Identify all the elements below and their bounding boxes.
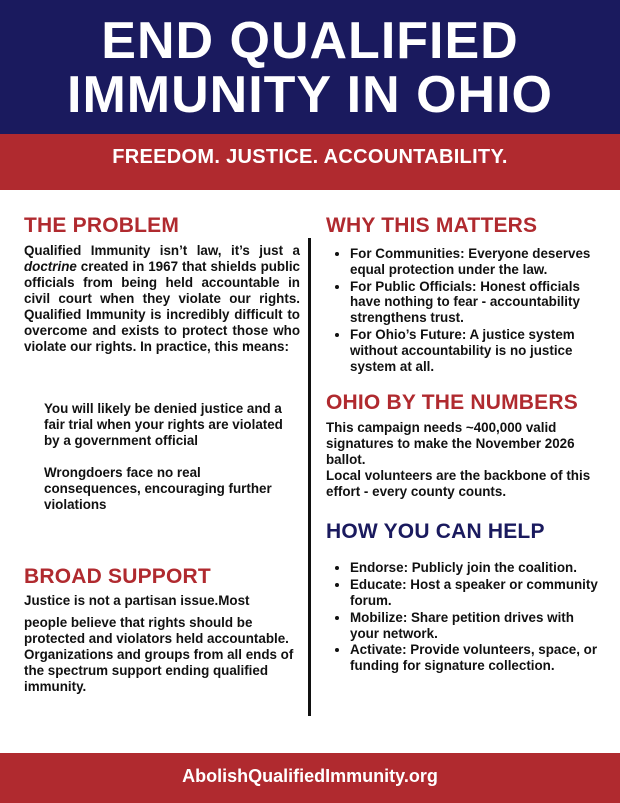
help-item: • Activate: Provide volunteers, space, or funding for signature collection. bbox=[350, 642, 598, 674]
problem-point: Wrongdoers face no real consequences, encouraging further violations bbox=[44, 465, 272, 512]
why-section bbox=[326, 214, 598, 374]
problem-intro-part2: created in 1967 that shields public officials from being held accountable in civil court when they violate our rights. Qualified Immunity is incredibly difficult to overcome and exists to protect those who violate our rights. In practice, this means: bbox=[24, 259, 300, 354]
numbers-heading: OHIO BY THE NUMBERS bbox=[326, 391, 578, 415]
problem-heading: THE PROBLEM bbox=[24, 214, 180, 237]
problem-point: You will likely be denied justice and a fair trial when your rights are violated by a government official bbox=[44, 401, 283, 448]
support-line-1: Justice is not a partisan issue.Most bbox=[24, 593, 250, 608]
title-line-1: END QUALIFIED bbox=[101, 12, 519, 70]
numbers-section bbox=[326, 391, 598, 500]
why-item: • For Ohio’s Future: A justice system without accountability is no justice system at all. bbox=[350, 327, 598, 374]
left-column bbox=[24, 214, 300, 695]
footer-bar bbox=[0, 753, 620, 803]
why-list bbox=[326, 246, 598, 374]
title-line-2: IMMUNITY IN OHIO bbox=[67, 66, 553, 124]
column-divider bbox=[308, 238, 311, 716]
numbers-line-2: Local volunteers are the backbone of this effort - every county counts. bbox=[326, 468, 591, 500]
help-item: • Mobilize: Share petition drives with your network. bbox=[350, 610, 598, 642]
numbers-line-1: This campaign needs ~400,000 valid signatures to make the November 2026 ballot. bbox=[326, 420, 575, 468]
support-line-3: Organizations and groups from all ends of the spectrum support ending qualified immunity. bbox=[24, 647, 294, 694]
footer-url: AbolishQualifiedImmunity.org bbox=[182, 766, 438, 786]
problem-intro-part1: Qualified Immunity isn’t law, it’s just a bbox=[24, 243, 300, 258]
right-column bbox=[326, 214, 598, 675]
problem-section bbox=[24, 214, 300, 513]
header-banner bbox=[0, 0, 620, 134]
why-heading: WHY THIS MATTERS bbox=[326, 214, 538, 237]
tagline: FREEDOM. JUSTICE. ACCOUNTABILITY. bbox=[112, 146, 508, 168]
why-item: • For Public Officials: Honest officials have nothing to fear - accountability strengthens trust. bbox=[350, 279, 598, 326]
help-section bbox=[326, 520, 598, 674]
help-item: • Educate: Host a speaker or community forum. bbox=[350, 577, 598, 609]
support-heading: BROAD SUPPORT bbox=[24, 565, 211, 588]
support-section bbox=[24, 565, 300, 695]
help-list bbox=[326, 560, 598, 674]
page-title bbox=[0, 0, 620, 122]
problem-intro-italic: doctrine bbox=[24, 259, 77, 274]
help-item: • Endorse: Publicly join the coalition. bbox=[350, 560, 598, 576]
problem-intro bbox=[24, 243, 300, 355]
help-heading: HOW YOU CAN HELP bbox=[326, 520, 545, 544]
tagline-bar bbox=[0, 134, 620, 190]
why-item: • For Communities: Everyone deserves equal protection under the law. bbox=[350, 246, 598, 278]
support-line-2: people believe that rights should be protected and violators held accountable. bbox=[24, 615, 289, 646]
